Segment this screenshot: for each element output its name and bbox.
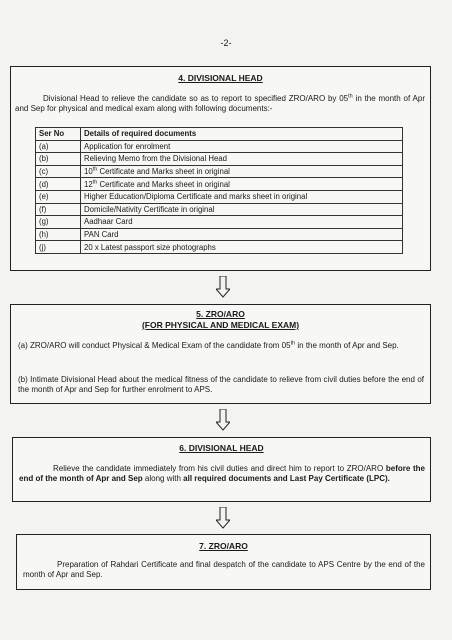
section-6-title: 6. DIVISIONAL HEAD xyxy=(179,443,264,453)
table-row xyxy=(36,140,403,153)
row-detail-sup: th xyxy=(92,166,98,173)
table-row xyxy=(36,165,403,178)
row-detail-text: Higher Education/Diploma Certificate and marks sheet in original xyxy=(84,192,308,202)
section-6-box xyxy=(12,437,431,502)
row-ser-no: (f) xyxy=(36,203,81,216)
para-a-text-end: in the month of Apr and Sep. xyxy=(295,341,399,350)
section-4-title: 4. DIVISIONAL HEAD xyxy=(178,73,263,83)
section-5-subtitle: (FOR PHYSICAL AND MEDICAL EXAM) xyxy=(141,320,300,330)
section-7-box xyxy=(16,534,431,590)
row-ser-no: (e) xyxy=(36,190,81,203)
row-ser-no: (d) xyxy=(36,178,81,191)
down-arrow-icon xyxy=(216,409,230,431)
intro-text-a: Divisional Head to relieve the candidate so as to report to specified ZRO/ARO by 05 xyxy=(43,94,349,103)
row-detail-text-end: Certificate and Marks sheet in original xyxy=(97,179,230,189)
row-document-detail xyxy=(81,216,403,229)
row-detail-sup: th xyxy=(92,179,98,186)
down-arrow-icon xyxy=(216,507,230,529)
table-row xyxy=(36,178,403,191)
row-detail-text: 12 xyxy=(84,179,93,189)
down-arrow-icon xyxy=(216,276,230,298)
row-ser-no: (c) xyxy=(36,165,81,178)
row-document-detail xyxy=(81,153,403,166)
section-5-title: 5. ZRO/ARO xyxy=(196,309,245,319)
row-document-detail xyxy=(81,140,403,153)
section-6-text-plain-2: along with xyxy=(142,474,184,483)
row-ser-no: (a) xyxy=(36,140,81,153)
section-6-text xyxy=(19,464,425,484)
table-header-row xyxy=(36,128,403,141)
section-6-text-plain: Relieve the candidate immediately from his civil duties and direct him to report to ZRO/ARO xyxy=(53,464,386,473)
row-detail-text: Application for enrolment xyxy=(84,141,171,151)
page-number: -2- xyxy=(220,38,232,48)
section-6-text-bold: before the end of the month of Apr and Sep xyxy=(19,464,425,483)
row-document-detail xyxy=(81,178,403,191)
row-document-detail xyxy=(81,228,403,241)
table-row xyxy=(36,153,403,166)
row-ser-no: (g) xyxy=(36,216,81,229)
row-ser-no: (h) xyxy=(36,228,81,241)
documents-table xyxy=(35,127,403,254)
section-7-text: Preparation of Rahdari Certificate and final despatch of the candidate to APS Centre by the end of the month of Apr and Sep. xyxy=(23,560,425,579)
row-ser-no: (j) xyxy=(36,241,81,254)
section-5-para-a xyxy=(18,341,424,351)
intro-sup: th xyxy=(348,93,353,100)
row-detail-text: PAN Card xyxy=(84,230,119,240)
table-row xyxy=(36,203,403,216)
row-detail-text: Domicile/Nativity Certificate in original xyxy=(84,204,215,214)
header-details: Details of required documents xyxy=(81,128,403,141)
row-detail-text: 10 xyxy=(84,167,93,177)
para-a-sup: th xyxy=(290,340,296,347)
section-5-box xyxy=(10,304,431,404)
table-row xyxy=(36,241,403,254)
section-5-para-b: (b) Intimate Divisional Head about the medical fitness of the candidate to relieve from civil duties before the end of the month of Apr and Sep for further enrolment to APS. xyxy=(18,375,424,394)
table-row xyxy=(36,190,403,203)
row-document-detail xyxy=(81,190,403,203)
section-4-intro xyxy=(15,94,425,114)
section-7-title: 7. ZRO/ARO xyxy=(199,541,248,551)
section-6-text-bold-2: all required documents and Last Pay Certificate (LPC). xyxy=(183,474,390,483)
row-detail-text: 20 x Latest passport size photographs xyxy=(84,242,216,252)
section-4-box xyxy=(10,66,431,271)
row-detail-text: Relieving Memo from the Divisional Head xyxy=(84,154,228,164)
row-document-detail xyxy=(81,203,403,216)
table-row xyxy=(36,228,403,241)
row-ser-no: (b) xyxy=(36,153,81,166)
para-a-text: (a) ZRO/ARO will conduct Physical & Medical Exam of the candidate from 05 xyxy=(18,341,291,350)
intro-text-b: in the month of Apr and Sep for physical and medical exam along with following documents:- xyxy=(15,94,425,113)
row-detail-text-end: Certificate and Marks sheet in original xyxy=(97,167,230,177)
table-row xyxy=(36,216,403,229)
row-document-detail xyxy=(81,241,403,254)
header-ser-no: Ser No xyxy=(36,128,81,141)
row-detail-text: Aadhaar Card xyxy=(84,217,133,227)
row-document-detail xyxy=(81,165,403,178)
